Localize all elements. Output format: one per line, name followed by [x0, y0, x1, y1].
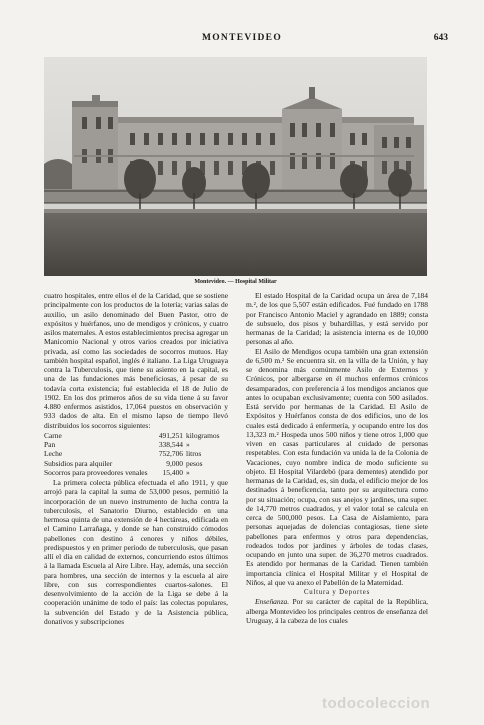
- table-unit: »: [186, 467, 190, 477]
- table-value: 752,706: [158, 449, 183, 459]
- table-row: [44, 468, 228, 477]
- section-heading: Cultura y Deportes: [303, 589, 371, 596]
- page-number: 643: [433, 33, 448, 43]
- paragraph: cuatro hospitales, entre ellos el de la Caridad, que se sostiene principalmente con los productos de la lotería; varias salas de auxilio, un asilo denominado del Buen Pastor, otro de expósitos y huérfanos, uno de mendigos y crónicos, y cuatro asilos maternales. A estos establecimientos precisa agregar un Manicomio Nacional y otros varios creados por iniciativa privada, así como las sociedades de socorros mutuos. Hay también hospital español, inglés é italiano. La Liga Uruguaya contra la Tuberculosis, que tiene su asiento en la capital, es una de las fundaciones más beneficiosas, á pesar de su todavía corta existencia; fué establecida el 18 de Julio de 1902. En los dos primeros años de su vida tiene á su favor 4.880 enfermos asistidos, 17,064 puestos en observación y 933 dados de alta. En el mismo lapso de tiempo llevó distribuidos los socorros siguientes:: [44, 291, 228, 430]
- photo-caption: Montevideo. — Hospital Militar: [194, 279, 277, 285]
- running-head-title: MONTEVIDEO: [201, 33, 283, 43]
- table-label: Carne: [44, 430, 62, 440]
- table-unit: »: [186, 440, 190, 449]
- table-label: Leche: [44, 449, 63, 459]
- table-value: 338,544: [158, 440, 183, 449]
- paragraph: El estado Hospital de la Caridad ocupa un área de 7,184 m.², de los que 5,507 están edificados. Fué fundado en 1788 por Francisco Antonio Maciel y agrandado en 1889; consta de subsuelo, dos pisos y buhardillas, y está servido por hermanas de la Caridad; la asistencia interna es de 10,000 personas al año.: [246, 291, 428, 347]
- table-row: [44, 440, 228, 449]
- table-label: Subsidios para alquiler: [44, 458, 113, 468]
- paragraph: [246, 597, 428, 625]
- table-label: Socorros para proveedores venales: [44, 467, 148, 477]
- right-text-column: [246, 291, 428, 625]
- left-text-column: [44, 291, 228, 626]
- table-row: [44, 449, 228, 458]
- paragraph-text: Por su carácter de capital de la República, alberga Montevideo los principales centros de enseñanza del Uruguay, á la cabeza de los cuales: [246, 597, 428, 625]
- paragraph: El Asilo de Mendigos ocupa también una gran extensión de 6,500 m.² Se encuentra sit. en la villa de la Unión, y hay se denomina más comúnmente Asilo de Externos y Crónicos, por albergarse en él muchos enfermos crónicos desamparados, con preferencia á los mendigos ancianos que antes lo ocupaban exclusivamente; cuenta con 500 asilados. Está servido por hermanas de la Caridad. El Asilo de Expósitos y Huérfanos consta de dos edificios, uno de los cuales está dedicado á enfermería, y ocupando entre los dos 13,323 m.² Hospeda unos 500 niños y tiene otros 1,000 que viven en casas particulares al cuidado de personas respetables. Con esta fundación va unida la de la Colonia de Vacaciones, cuyo nombre indica de modo suficiente su objeto. El Hospital Vilardebó (para dementes) atendido por hermanas de la Caridad, es, sin duda, el edificio mejor de los destinados á beneficencia, tanto por su arquitectura como por su situación; ocupa, con sus anejos y jardines, una super. de 14,770 metros cuadrados, y el valor total se calcula en cerca de 500,000 pesos. La Casa de Aislamiento, para personas aquejadas de dolencias contagiosas, tiene siete pabellones para enfermos y otros para dependencias, rodeados todos por jardines y árboles de todas clases, ocupando en junto una super. de 36,270 metros cuadrados. Es atendido por hermanas de la Caridad. Tienen también importancia clínica el Hospital Militar y el Hospital de Niños, al que va anexo el Pabellón de la Maternidad.: [246, 346, 428, 587]
- table-unit: pesos: [186, 458, 203, 468]
- table-unit: kilogramos: [186, 430, 220, 440]
- table-row: [44, 459, 228, 468]
- relief-table: [44, 431, 228, 477]
- svg-text:todocoleccion: todocoleccion: [322, 695, 431, 712]
- table-row: [44, 431, 228, 440]
- table-value: 491,251: [158, 430, 183, 440]
- paragraph-lead: Enseñanza.: [255, 597, 290, 607]
- table-unit: litros: [186, 449, 202, 459]
- hospital-photo: [44, 57, 427, 276]
- paragraph: La primera colecta pública efectuada el año 1911, y que arrojó para la capital la suma de 53,000 pesos, permitió la incorporación de un nuevo instrumento de lucha contra la tuberculosis, el Sanatorio Diurno, establecido en una hermosa quinta de una extensión de 4 hectáreas, edificada en el Camino Larrañaga, y donde se han construido cómodos pabellones con destino á cenores y niños débiles, predispuestos y en primer período de tuberculosis, que pasan allí el día en calidad de externos, concurriendo estos últimos á la llamada Escuela al Aire Libre. Hay, además, una sección para hombres, una sección de internos y la escuela al aire libre, con sus correspondientes cuartos-salones. El desenvolvimiento de la acción de la Liga se debe á la cooperación unánime de todo el país: las colectas populares, la subvención del Estado y de la Asistencia pública, donativos y subscripciones: [44, 478, 228, 626]
- watermark-logo: [322, 694, 446, 712]
- table-label: Pan: [44, 440, 56, 449]
- table-value: 15,400: [162, 467, 183, 477]
- table-value: 9,000: [166, 458, 183, 468]
